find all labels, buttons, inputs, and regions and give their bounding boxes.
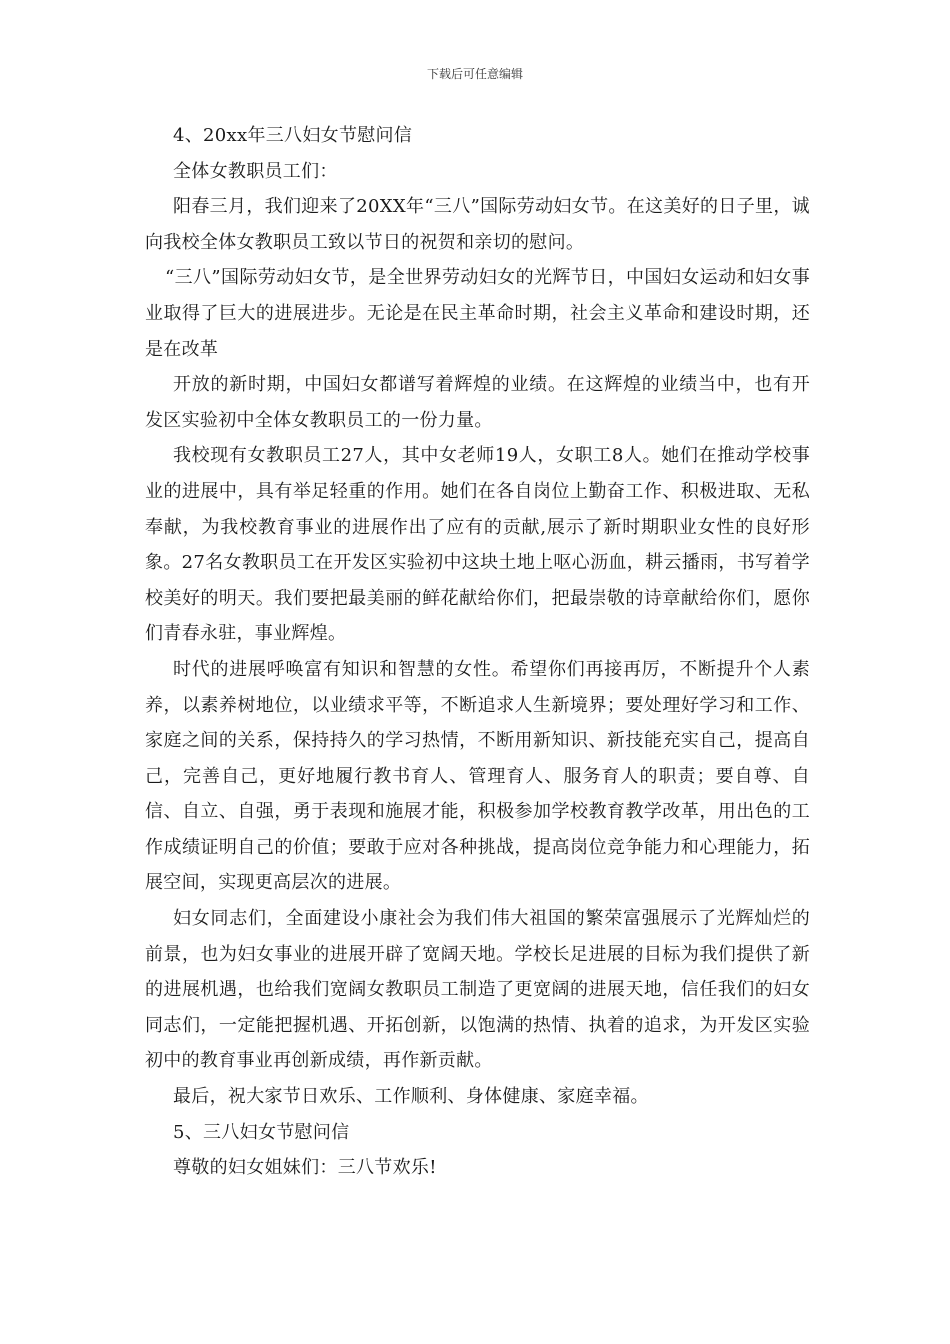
paragraph: 阳春三月，我们迎来了20XX年“三八”国际劳动妇女节。在这美好的日子里，诚向我校全体女教职员工致以节日的祝贺和亲切的慰问。 xyxy=(145,196,810,253)
paragraph: 时代的进展呼唤富有知识和智慧的女性。希望你们再接再厉，不断提升个人素养，以素养树地位，以业绩求平等，不断追求人生新境界；要处理好学习和工作、家庭之间的关系，保持持久的学习热情，不断用新知识、新技能充实自己，提高自己，完善自己，更好地履行教书育人、管理育人、服务育人的职责；要自尊、自信、自立、自强，勇于表现和施展才能，积极参加学校教育教学改革，用出色的工作成绩证明自己的价值；要敢于应对各种挑战，提高岗位竞争能力和心理能力，拓展空间，实现更高层次的进展。 xyxy=(145,658,810,894)
section-title-4: 4、20xx年三八妇女节慰问信 xyxy=(173,125,413,146)
salutation-2: 尊敬的妇女姐妹们：三八节欢乐! xyxy=(173,1157,437,1179)
section-title-5: 5、三八妇女节慰问信 xyxy=(173,1121,350,1143)
salutation: 全体女教职员工们： xyxy=(173,160,338,182)
paragraph: 开放的新时期，中国妇女都谱写着辉煌的业绩。在这辉煌的业绩当中，也有开发区实验初中全体女教职员工的一份力量。 xyxy=(145,374,810,431)
closing-wish: 最后，祝大家节日欢乐、工作顺利、身体健康、家庭幸福。 xyxy=(173,1086,649,1108)
paragraph: 妇女同志们，全面建设小康社会为我们伟大祖国的繁荣富强展示了光辉灿烂的前景，也为妇女事业的进展开辟了宽阔天地。学校长足进展的目标为我们提供了新的进展机遇，也给我们宽阔女教职员工制造了更宽阔的进展天地，信任我们的妇女同志们，一定能把握机遇、开拓创新，以饱满的热情、执着的追求，为开发区实验初中的教育事业再创新成绩，再作新贡献。 xyxy=(145,908,810,1072)
document-body xyxy=(145,118,810,1186)
paragraph: 我校现有女教职员工27人，其中女老师19人，女职工8人。她们在推动学校事业的进展中，具有举足轻重的作用。她们在各自岗位上勤奋工作、积极进取、无私奉献，为我校教育事业的进展作出了应有的贡献,展示了新时期职业女性的良好形象。27名女教职员工在开发区实验初中这块土地上呕心沥血，耕云播雨，书写着学校美好的明天。我们要把最美丽的鲜花献给你们，把最崇敬的诗章献给你们，愿你们青春永驻，事业辉煌。 xyxy=(145,445,810,645)
page-header-note: 下载后可任意编辑 xyxy=(426,67,523,81)
paragraph: “三八”国际劳动妇女节，是全世界劳动妇女的光辉节日，中国妇女运动和妇女事业取得了巨大的进展进步。无论是在民主革命时期，社会主义革命和建设时期，还是在改革 xyxy=(145,267,810,360)
